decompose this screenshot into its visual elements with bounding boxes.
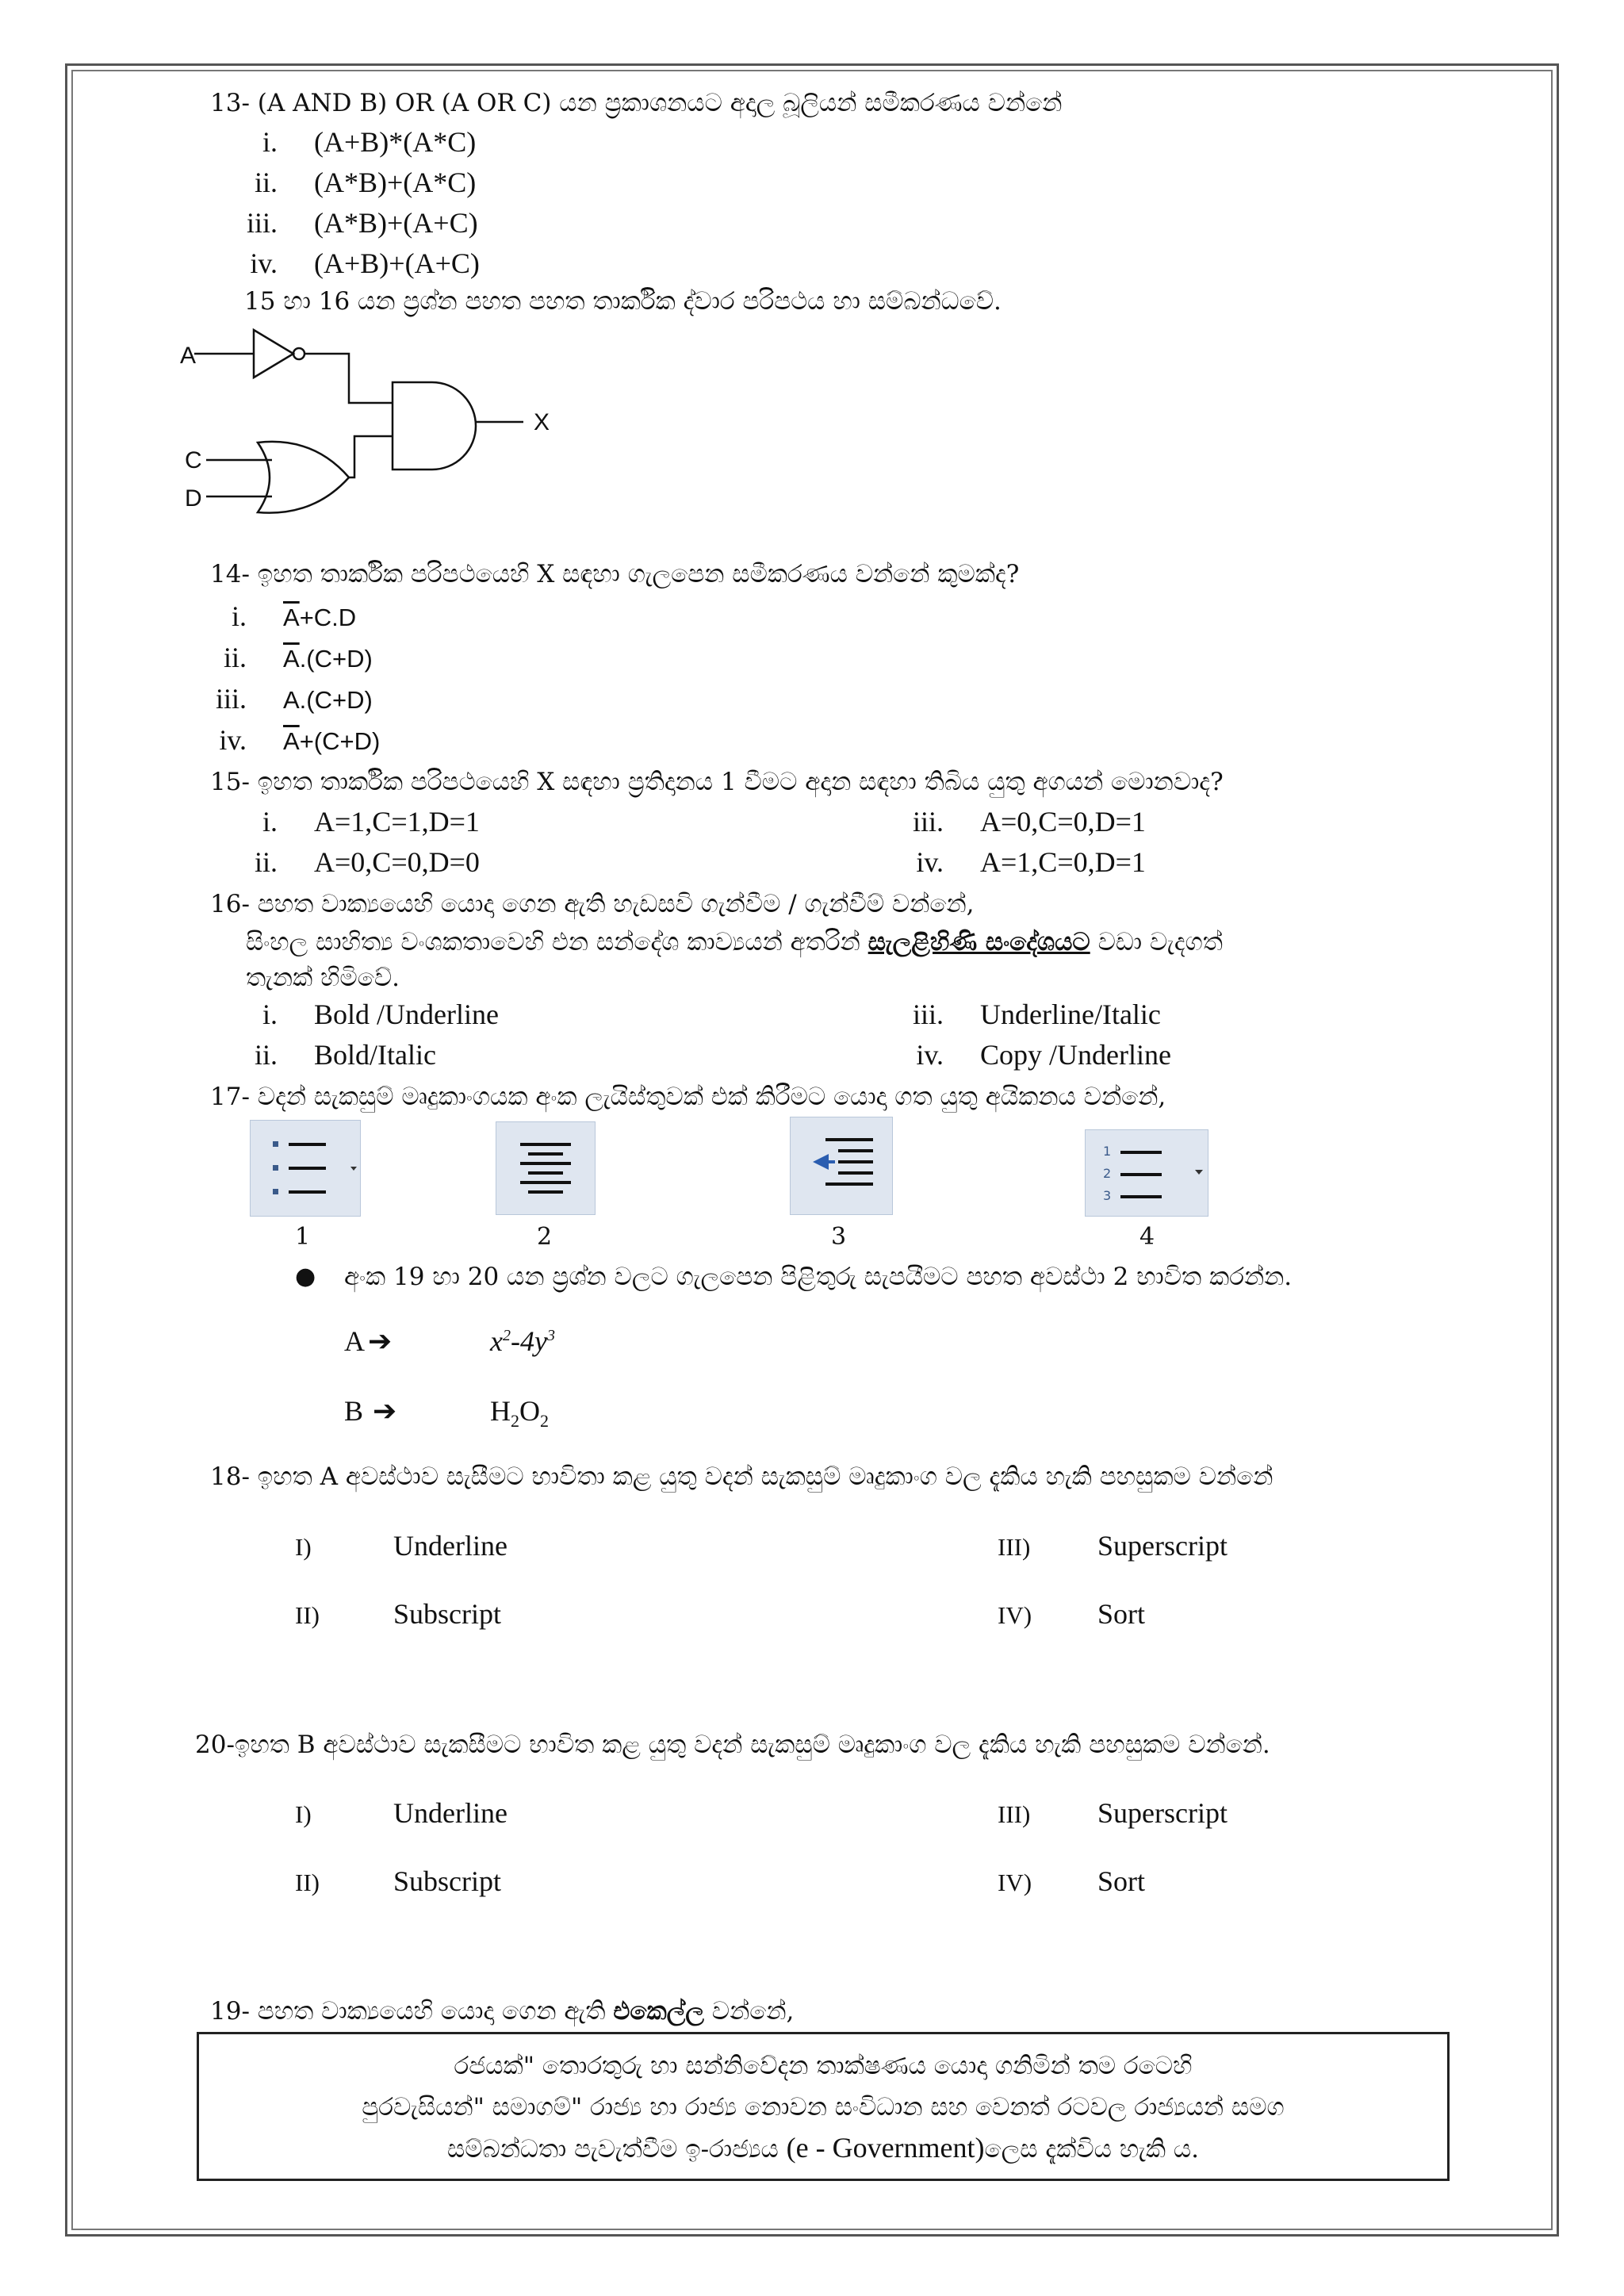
q18-option-4: IV) Sort	[998, 1598, 1146, 1630]
q13-option-2: ii. (A*B)+(A*C)	[254, 167, 477, 198]
icon-label-2: 2	[537, 1223, 553, 1251]
q13-option-3: iii. (A*B)+(A+C)	[246, 207, 478, 239]
q16-sentence-line1: සිංහල සාහිත්‍ය වංශකතාවෙහි එන සන්දේශ කාව්‍යයන් අතරින් සැලළිහිණි සංදේශයට වඩා වැදගත්	[246, 928, 1223, 956]
q14-option-4: iv. $\overline{A}+(C+D)$	[219, 724, 381, 756]
state-b-expression: $H_2O_2$	[490, 1395, 549, 1432]
q20-option-4: IV) Sort	[998, 1865, 1146, 1897]
q15-question: 15- ඉහත තාර්කික පරිපථයෙහි X සඳහා ප්‍රතිදානය 1 වීමට අදාන සඳහා තිබිය යුතු අගයන් මොනවාද?	[210, 768, 1224, 796]
icon-label-4: 4	[1139, 1223, 1155, 1251]
q19-sentence-box	[197, 2032, 1450, 2181]
q19-question: 19- පහත වාක්‍යයෙහි යොදා ගෙන ඇති එකෙල්ල වන්නේ,	[210, 1997, 795, 2026]
state-b-label: B	[344, 1395, 364, 1427]
q16-sentence-line2: තැනක් හිමිවේ.	[246, 964, 400, 992]
q15-option-1: i. A=1,C=1,D=1	[262, 806, 480, 838]
icon-label-1: 1	[295, 1223, 311, 1251]
arrow-icon: ➔	[373, 1395, 397, 1427]
q16-option-1: i. Bold /Underline	[262, 999, 499, 1030]
q13-option-1: i. (A+B)*(A*C)	[262, 126, 477, 158]
q13-question: 13- (A AND B) OR (A OR C) යන ප්‍රකාශනයට අදාල බූලියන් සමීකරණය වන්නේ	[210, 89, 1063, 117]
svg-text:1: 1	[1103, 1144, 1112, 1159]
q19-box-line3: සම්බන්ධතා පැවැත්වීම ඉ-රාජ්‍යය (e - Government)ලෙස දැක්විය හැකි ය.	[446, 2132, 1200, 2164]
q20-option-1: I) Underline	[295, 1797, 508, 1829]
q18-option-2: II) Subscript	[295, 1598, 502, 1630]
not-gate	[254, 330, 293, 378]
q18-question: 18- ඉහත A අවස්ථාව සැසීමට භාවිතා කළ යුතු වදන් සැකසුම් මෘදුකාංග වල දැකිය හැකි පහසුකම වන්නේ	[210, 1462, 1274, 1491]
q16-option-2: ii. Bold/Italic	[254, 1039, 436, 1071]
q18-option-3: III) Superscript	[998, 1530, 1228, 1562]
input-a-label: A	[180, 343, 197, 369]
arrow-icon: ➔	[368, 1325, 393, 1357]
q18-option-1: I) Underline	[295, 1530, 508, 1562]
q17-question: 17- වදන් සැකසුම් මෘදුකාංගයක අංක ලැයිස්තුවක් එක් කිරීමට යොදා ගත යුතු අයිකනය වන්නේ,	[210, 1083, 1166, 1111]
q13-option-4: iv. (A+B)+(A+C)	[250, 247, 480, 279]
and-gate	[393, 382, 476, 470]
q20-option-3: III) Superscript	[998, 1797, 1228, 1829]
state-a-expression: $x^2-4y^3$	[490, 1325, 555, 1357]
state-a-label: A	[344, 1325, 365, 1357]
circuit-intro: 15 හා 16 යන ප්‍රශ්න පහත පහත තාර්කික ද්වාර පරිපථය හා සම්බන්ධවේ.	[244, 287, 1002, 316]
input-c-label: C	[185, 447, 202, 473]
q16-question: 16- පහත වාක්‍යයෙහි යොදා ගෙන ඇති හැඩසවි ගැන්වීම / ගැන්වීම් වන්නේ,	[210, 890, 975, 918]
q14-option-1: i. $\overline{A}+C.D$	[231, 600, 357, 632]
numbered-list-icon	[1085, 1129, 1208, 1217]
q16-emphasized-word: සැලළිහිණි සංදේශයට	[868, 928, 1090, 956]
state-a-row	[344, 1324, 555, 1358]
q14-question: 14- ඉහත තාර්කික පරිපථයෙහි X සඳහා ගැලපෙන සමීකරණය වන්නේ කුමක්ද?	[210, 560, 1020, 588]
output-x-label: X	[534, 409, 550, 435]
icon-label-3: 3	[831, 1223, 847, 1251]
center-align-icon	[496, 1121, 596, 1215]
q16-option-3: iii. Underline/Italic	[912, 999, 1161, 1030]
q20-option-2: II) Subscript	[295, 1865, 502, 1897]
q19-emphasized-word: එකෙල්ල	[613, 1997, 704, 2026]
q20-question: 20-ඉහත B අවස්ථාව සැකසීමට භාවිත කළ යුතු වදන් සැකසුම් මෘදුකාංග වල දැකිය හැකි පහසුකම වන්නේ.	[195, 1731, 1270, 1759]
wire-or-to-and	[349, 436, 393, 477]
q16-option-4: iv. Copy /Underline	[916, 1039, 1171, 1071]
or-gate	[258, 442, 349, 513]
q19-box-line1: රජයක්" තොරතුරු හා සන්නිවේදන තාක්ෂණය යොදා ගනිමින් තම රටෙහි	[454, 2052, 1193, 2080]
input-d-label: D	[185, 485, 202, 512]
bullet-icon: ●	[295, 1263, 316, 1290]
svg-text:3: 3	[1103, 1188, 1112, 1203]
decrease-indent-icon	[790, 1117, 893, 1215]
wire-not-to-and	[304, 354, 393, 403]
states-intro: අංක 19 හා 20 යන ප්‍රශ්න වලට ගැලපෙන පිළිතුරු සැපයීමට පහත අවස්ථා 2 භාවිත කරන්න.	[344, 1263, 1293, 1291]
q15-option-4: iv. A=1,C=0,D=1	[916, 846, 1146, 878]
q14-option-3: iii. A.(C+D)	[215, 683, 373, 715]
q14-option-2: ii. $\overline{A}.(C+D)$	[223, 642, 373, 673]
logic-circuit-diagram	[170, 317, 583, 523]
q15-option-2: ii. A=0,C=0,D=0	[254, 846, 480, 878]
q19-box-line2: පුරවැසියන්" සමාගම්" රාජ්‍ය හා රාජ්‍ය නොවන සංවිධාන සහ වෙනත් රටවල රාජ්‍යයන් සමග	[362, 2093, 1285, 2122]
svg-text:2: 2	[1103, 1166, 1112, 1181]
state-b-row	[344, 1394, 549, 1432]
bullet-list-icon	[250, 1120, 361, 1217]
q15-option-3: iii. A=0,C=0,D=1	[912, 806, 1146, 838]
